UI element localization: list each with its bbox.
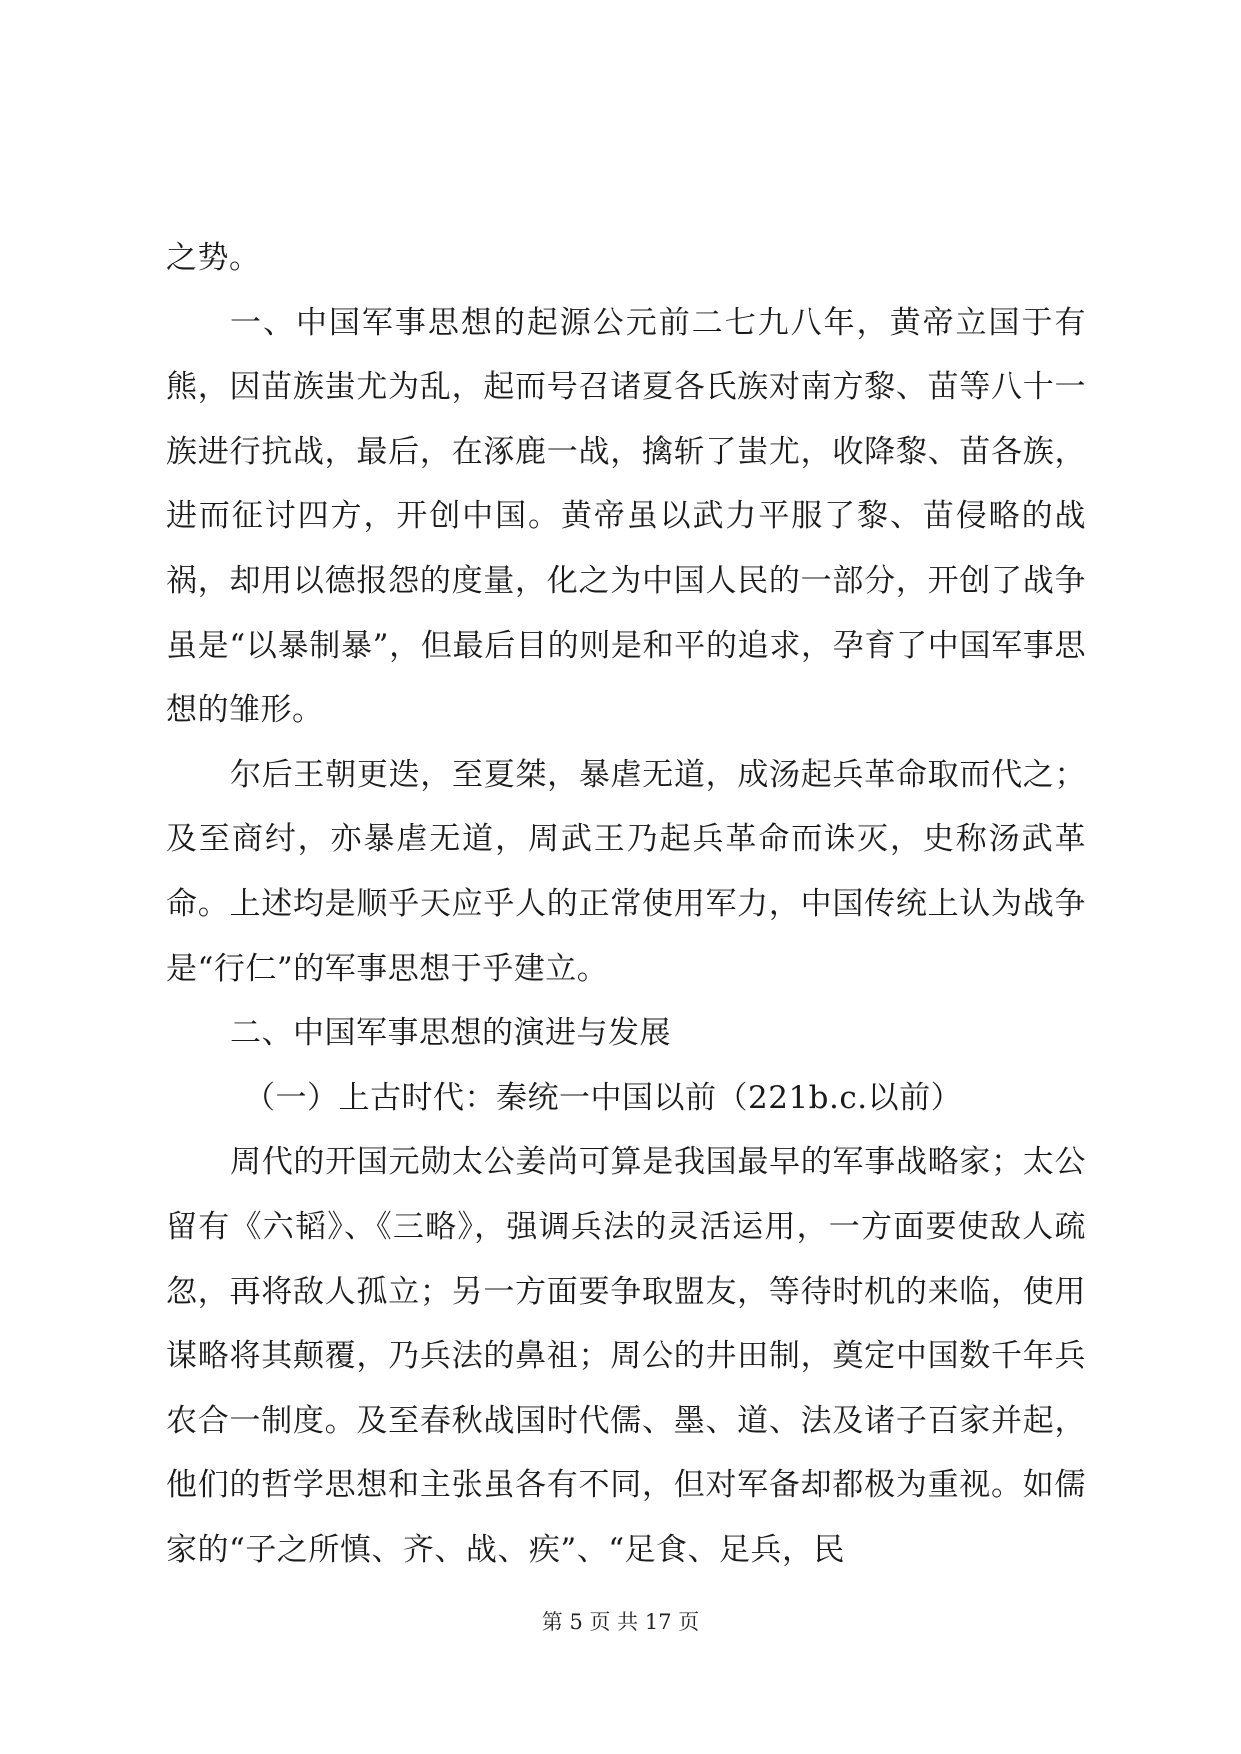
subsection-heading: （一）上古时代：秦统一中国以前（221b.c.以前） (244, 1079, 963, 1116)
section-heading: 二、中国军事思想的演进与发展 (230, 1015, 671, 1052)
paragraph-dynasties: 尔后王朝更迭，至夏桀，暴虐无道，成汤起兵革命取而代之；及至商纣，亦暴虐无道，周武王乃起兵革命而诛灭，史称汤武革命。上述均是顺乎天应乎人的正常使用军力，中国传统上认为战争是“行仁”的军事思想于乎建立。 (166, 756, 1086, 987)
page-footer: 第 5 页 共 17 页 (541, 1610, 700, 1634)
paragraph-zhou: 周代的开国元勋太公姜尚可算是我国最早的军事战略家；太公留有《六韬》、《三略》，强调兵法的灵活运用，一方面要使敌人疏忽，再将敌人孤立；另一方面要争取盟友，等待时机的来临，使用谋略将其颠覆，乃兵法的鼻祖；周公的井田制，奠定中国数千年兵农合一制度。及至春秋战国时代儒、墨、道、法及诸子百家并起，他们的哲学思想和主张虽各有不同，但对军备却都极为重视。如儒家的“子之所慎、齐、战、疾”、“足食、足兵，民 (166, 1144, 1086, 1568)
body-text (166, 226, 1086, 1582)
paragraph-continuation: 之势。 (166, 240, 261, 276)
paragraph-origin: 一、中国军事思想的起源公元前二七九八年，黄帝立国于有熊，因苗族蚩尤为乱，起而号召诸夏各氏族对南方黎、苗等八十一族进行抗战，最后，在涿鹿一战，擒斩了蚩尤，收降黎、苗各族，进而征讨四方，开创中国。黄帝虽以武力平服了黎、苗侵略的战祸，却用以德报怨的度量，化之为中国人民的一部分，开创了战争虽是“以暴制暴”，但最后目的则是和平的追求，孕育了中国军事思想的雏形。 (166, 304, 1086, 729)
